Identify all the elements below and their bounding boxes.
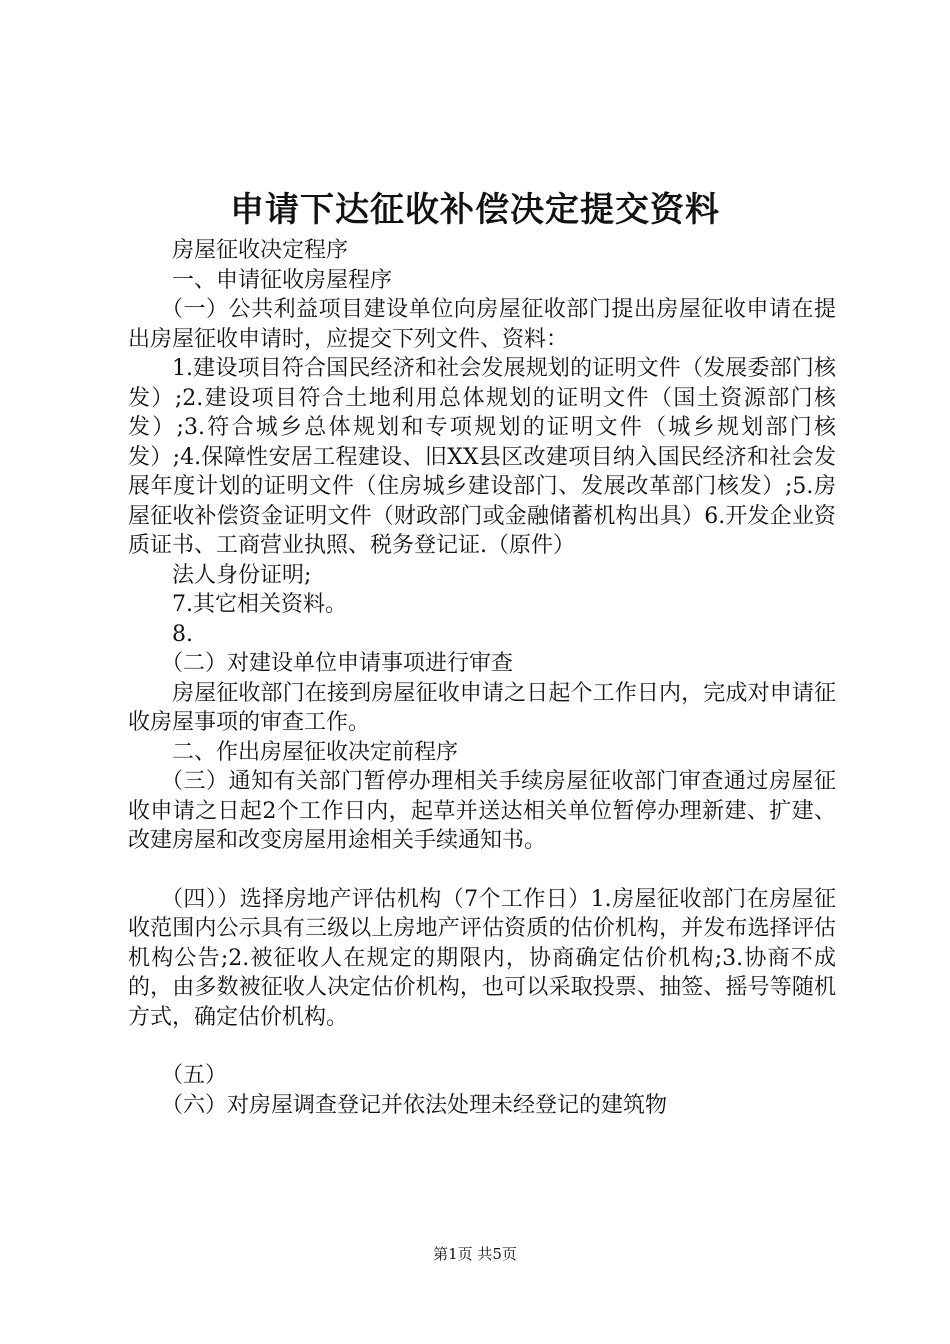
paragraph-section-two: 二、作出房屋征收决定前程序 (172, 739, 459, 765)
document-title: 申请下达征收补偿决定提交资料 (230, 190, 720, 230)
paragraph-item-four: （四））选择房地产评估机构（7个工作日）1.房屋征收部门在房屋征收范围内公示具有三级以上房地产评估资质的估价机构，并发布选择评估机构公告;2.被征收人在规定的期限内，协商确定估价机构;3.协商不成的，由多数被征收人决定估价机构，也可以采取投票、抽签、摇号等随机方式，确定估价机构。 (128, 886, 836, 1030)
document-body (128, 236, 836, 1120)
paragraph-item-five: （五） (161, 1063, 228, 1088)
page-footer: 第1页 共5页 (433, 1245, 517, 1263)
paragraph-item-three: （三）通知有关部门暂停办理相关手续房屋征收部门审查通过房屋征收申请之日起2个工作日内，起草并送达相关单位暂停办理新建、扩建、改建房屋和改变房屋用途相关手续通知书。 (128, 769, 836, 853)
paragraph-documents-list: 1.建设项目符合国民经济和社会发展规划的证明文件（发展委部门核发）;2.建设项目符合土地利用总体规划的证明文件（国土资源部门核发）;3.符合城乡总体规划和专项规划的证明文件（城乡规划部门核发）;4.保障性安居工程建设、旧XX县区改建项目纳入国民经济和社会发展年度计划的证明文件（住房城乡建设部门、发展改革部门核发）;5.房屋征收补偿资金证明文件（财政部门或金融储蓄机构出具）6.开发企业资质证书、工商营业执照、税务登记证.（原件） (128, 356, 836, 558)
paragraph-procedure-heading: 房屋征收决定程序 (172, 238, 349, 263)
paragraph-other-materials: 7.其它相关资料。 (172, 592, 347, 617)
paragraph-legal-id: 法人身份证明; (172, 562, 312, 588)
paragraph-item-two: （二）对建设单位申请事项进行审查 (161, 651, 514, 676)
paragraph-review: 房屋征收部门在接到房屋征收申请之日起个工作日内，完成对申请征收房屋事项的审查工作。 (128, 680, 836, 735)
paragraph-item-one: （一）公共利益项目建设单位向房屋征收部门提出房屋征收申请在提出房屋征收申请时，应提交下列文件、资料： (128, 297, 836, 352)
paragraph-item-six: （六）对房屋调查登记并依法处理未经登记的建筑物 (161, 1092, 668, 1118)
paragraph-section-one: 一、申请征收房屋程序 (172, 267, 393, 293)
paragraph-eight: 8. (172, 621, 193, 647)
